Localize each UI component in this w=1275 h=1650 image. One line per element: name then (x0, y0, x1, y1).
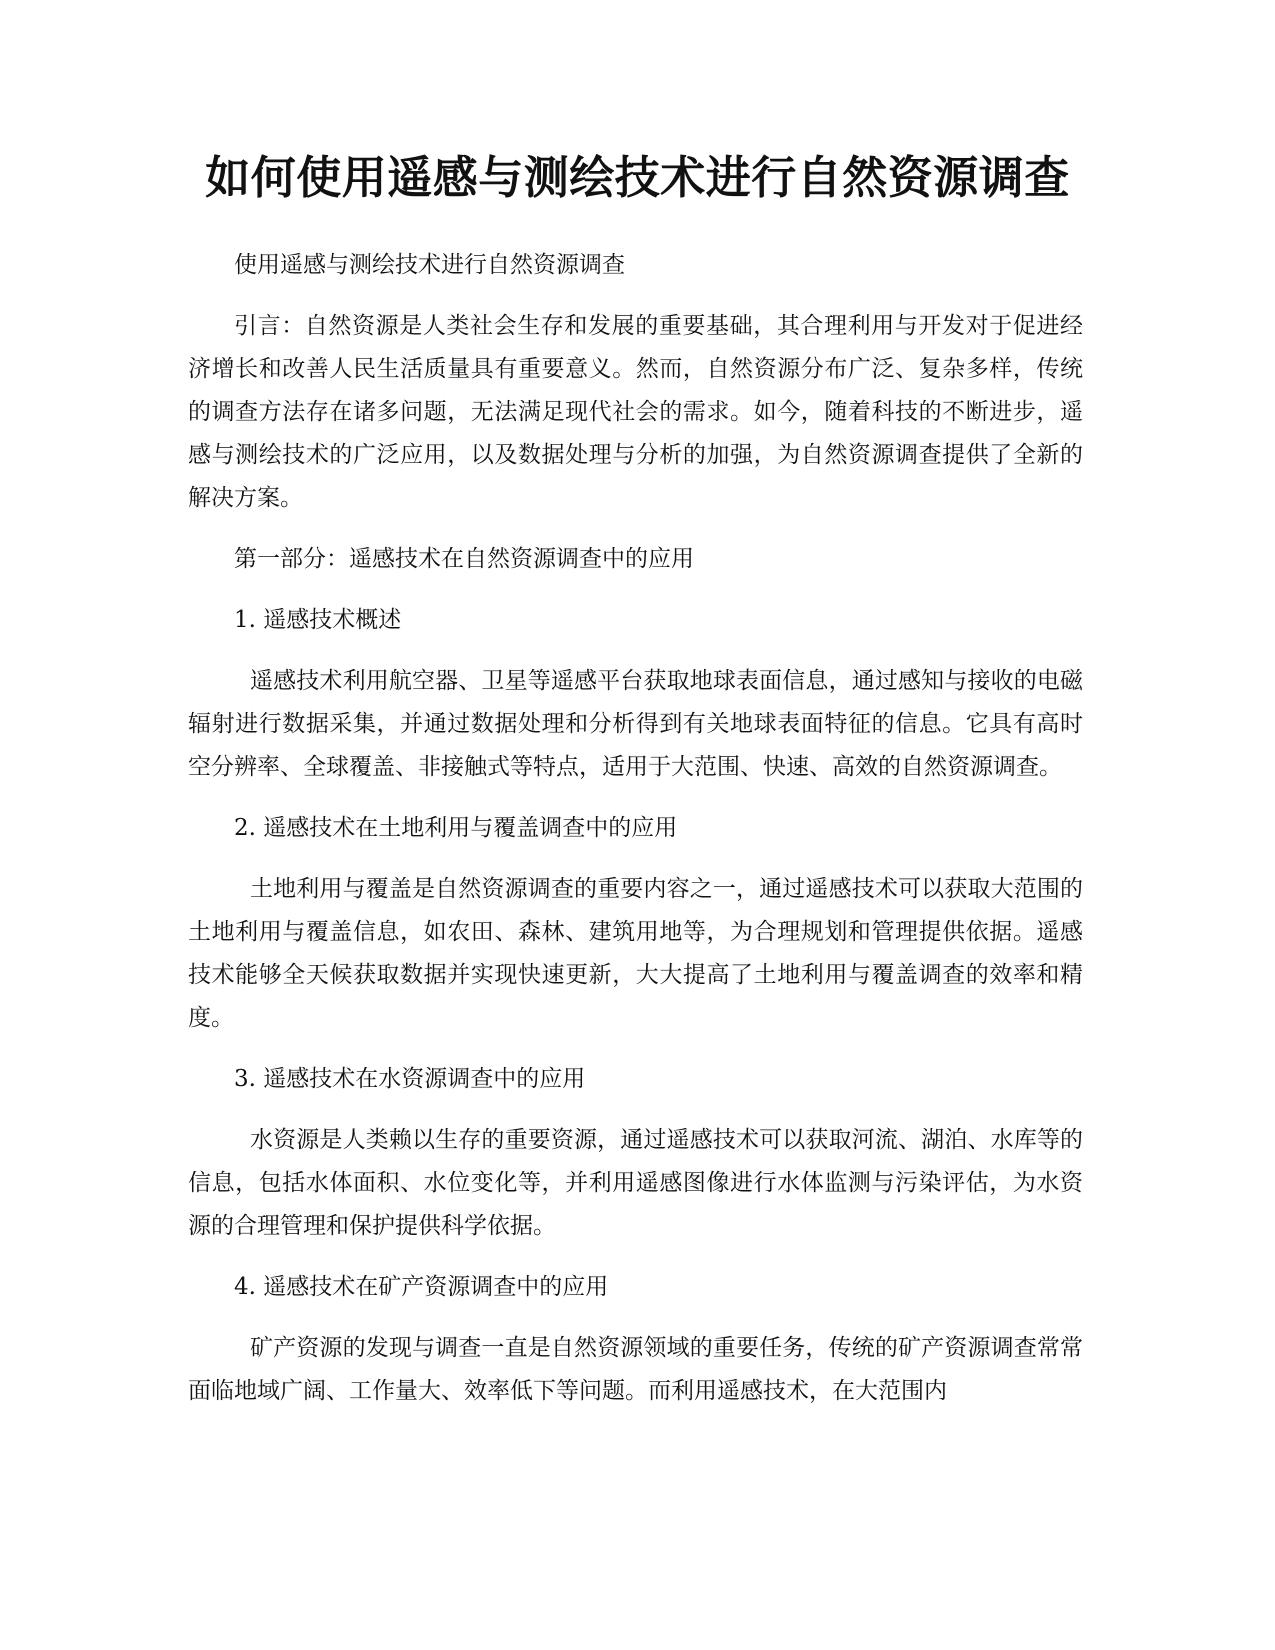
paragraph-water-resources: 水资源是人类赖以生存的重要资源，通过遥感技术可以获取河流、湖泊、水库等的信息，包括水体面积、水位变化等，并利用遥感图像进行水体监测与污染评估，为水资源的合理管理和保护提供科学依据。 (188, 1127, 1083, 1239)
paragraph-land-use: 土地利用与覆盖是自然资源调查的重要内容之一，通过遥感技术可以获取大范围的土地利用与覆盖信息，如农田、森林、建筑用地等，为合理规划和管理提供依据。遥感技术能够全天候获取数据并实现快速更新，大大提高了土地利用与覆盖调查的效率和精度。 (188, 876, 1083, 1031)
paragraph-remote-sensing-overview: 遥感技术利用航空器、卫星等遥感平台获取地球表面信息，通过感知与接收的电磁辐射进行数据采集，并通过数据处理和分析得到有关地球表面特征的信息。它具有高时空分辨率、全球覆盖、非接触式等特点，适用于大范围、快速、高效的自然资源调查。 (188, 668, 1083, 780)
subsection-heading-3: 3. 遥感技术在水资源调查中的应用 (234, 1066, 586, 1092)
paragraph-introduction: 引言：自然资源是人类社会生存和发展的重要基础，其合理利用与开发对于促进经济增长和改善人民生活质量具有重要意义。然而，自然资源分布广泛、复杂多样，传统的调查方法存在诸多问题，无法满足现代社会的需求。如今，随着科技的不断进步，遥感与测绘技术的广泛应用，以及数据处理与分析的加强，为自然资源调查提供了全新的解决方案。 (188, 313, 1083, 511)
document-body (188, 244, 1083, 1413)
section-heading-part-one: 第一部分：遥感技术在自然资源调查中的应用 (234, 546, 694, 572)
subsection-heading-2: 2. 遥感技术在土地利用与覆盖调查中的应用 (234, 815, 678, 841)
document-title: 如何使用遥感与测绘技术进行自然资源调查 (205, 151, 1070, 204)
subsection-heading-4: 4. 遥感技术在矿产资源调查中的应用 (234, 1274, 609, 1300)
paragraph-subtitle: 使用遥感与测绘技术进行自然资源调查 (234, 252, 625, 278)
subsection-heading-1: 1. 遥感技术概述 (234, 607, 402, 633)
paragraph-mineral-resources: 矿产资源的发现与调查一直是自然资源领域的重要任务，传统的矿产资源调查常常面临地域广阔、工作量大、效率低下等问题。而利用遥感技术，在大范围内 (188, 1335, 1083, 1404)
